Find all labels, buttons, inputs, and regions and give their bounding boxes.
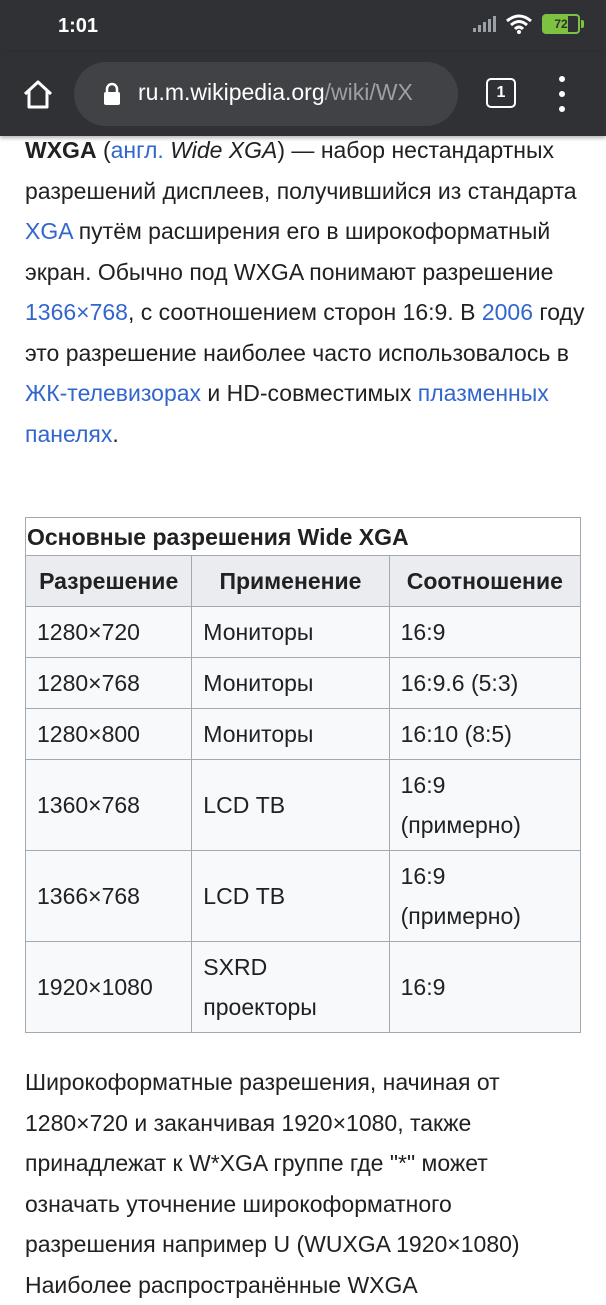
text-segment-3: , с соотношением сторон 16:9. В xyxy=(127,299,482,325)
cell-ratio: 16:10 (8:5) xyxy=(389,709,580,760)
cell-ratio: 16:9 xyxy=(389,942,580,1033)
wifi-icon xyxy=(506,14,532,34)
year-link[interactable]: 2006 xyxy=(481,299,533,325)
paragraph-text: Широкоформатные разрешения, начиная от 1280×720 и заканчивая 1920×1080, также принадлежат к W*XGA группе где "*" может означать уточнение широкоформатного разрешения например U (WUXGA 1920×1080) Наиболее распространённые WXGA xyxy=(25,1069,520,1298)
plasma-panels-link[interactable]: плазменных панелях xyxy=(25,380,549,447)
resolution-link[interactable]: 1366×768 xyxy=(25,299,128,325)
article-intro xyxy=(25,130,585,454)
more-vert-icon[interactable] xyxy=(554,76,570,112)
table-row xyxy=(26,709,581,760)
cell-usage: Мониторы xyxy=(192,709,389,760)
battery-icon xyxy=(542,14,580,34)
home-icon xyxy=(22,79,54,109)
text-segment-2: путём расширения его в широкоформатный экран. Обычно под WXGA понимают разрешение xyxy=(25,218,554,285)
header-ratio[interactable]: Соотношение xyxy=(389,556,580,607)
text-segment-1: ) — набор нестандартных разрешений дисплеев, получившийся из стандарта xyxy=(25,137,577,204)
status-bar xyxy=(0,0,606,52)
cell-usage: SXRD проекторы xyxy=(192,942,389,1033)
cell-resolution: 1920×1080 xyxy=(26,942,192,1033)
cell-ratio: 16:9 (примерно) xyxy=(389,760,580,851)
cell-resolution: 1360×768 xyxy=(26,760,192,851)
browser-toolbar xyxy=(0,52,606,136)
cell-usage: Мониторы xyxy=(192,658,389,709)
url-bar[interactable] xyxy=(74,62,458,126)
cell-resolution: 1280×768 xyxy=(26,658,192,709)
cell-resolution: 1280×720 xyxy=(26,607,192,658)
battery-percent: 72 xyxy=(554,17,568,31)
tabs-button[interactable] xyxy=(486,78,516,108)
text-segment-6: . xyxy=(112,420,119,447)
text-segment-5: и HD-совместимых xyxy=(201,380,418,406)
cell-usage: Мониторы xyxy=(192,607,389,658)
header-resolution[interactable]: Разрешение xyxy=(26,556,192,607)
url-path: /wiki/WX xyxy=(324,79,413,105)
url-text xyxy=(138,79,413,106)
lock-icon xyxy=(102,82,122,106)
lang-link[interactable]: англ. xyxy=(110,137,164,163)
table-row xyxy=(26,607,581,658)
cell-ratio: 16:9.6 (5:3) xyxy=(389,658,580,709)
cell-usage: LCD ТВ xyxy=(192,851,389,942)
term-bold: WXGA xyxy=(25,137,97,163)
cell-ratio: 16:9 (примерно) xyxy=(389,851,580,942)
table-row xyxy=(26,942,581,1033)
table-row xyxy=(26,851,581,942)
intro-paragraph xyxy=(25,130,585,454)
tab-count: 1 xyxy=(496,84,506,101)
signal-icon xyxy=(472,15,496,33)
table-header-row xyxy=(26,556,581,607)
article-paragraph-2 xyxy=(25,1062,585,1305)
status-icons xyxy=(472,14,580,34)
resolutions-table xyxy=(25,517,581,1033)
header-usage[interactable]: Применение xyxy=(192,556,389,607)
cell-usage: LCD ТВ xyxy=(192,760,389,851)
battery-tip xyxy=(581,20,584,28)
cell-ratio: 16:9 xyxy=(389,607,580,658)
table-row xyxy=(26,658,581,709)
cell-resolution: 1280×800 xyxy=(26,709,192,760)
cell-resolution: 1366×768 xyxy=(26,851,192,942)
text-segment-4: году это разрешение наиболее часто использовалось в xyxy=(25,299,585,366)
table-caption: Основные разрешения Wide XGA xyxy=(25,517,581,555)
foreign-term: Wide XGA xyxy=(170,137,278,163)
url-host: ru.m.wikipedia.org xyxy=(138,79,325,105)
table-row xyxy=(26,760,581,851)
xga-link[interactable]: XGA xyxy=(25,218,73,244)
home-button[interactable] xyxy=(16,72,60,116)
lcd-tv-link[interactable]: ЖК-телевизорах xyxy=(25,380,202,406)
text-open-paren: ( xyxy=(96,137,111,163)
status-time: 1:01 xyxy=(58,15,99,37)
